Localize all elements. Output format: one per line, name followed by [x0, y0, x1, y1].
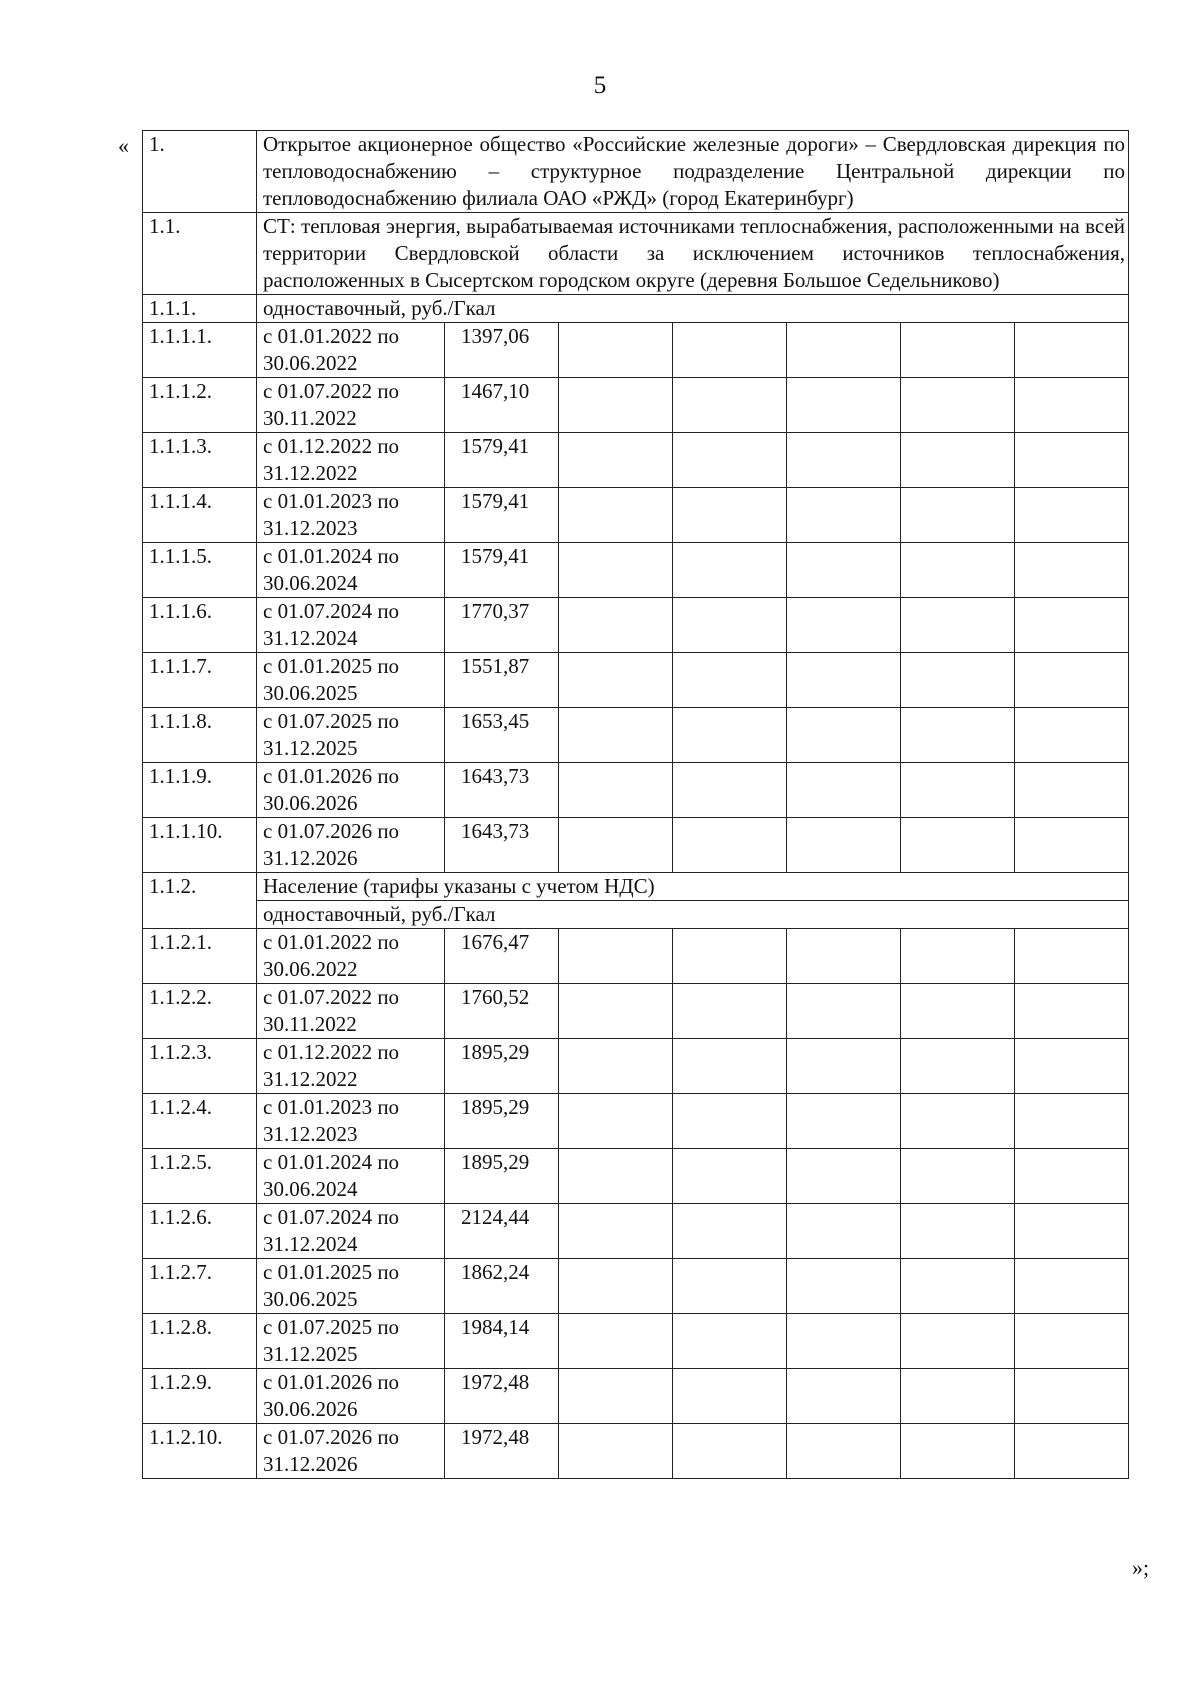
section1-unit-row: [143, 295, 1129, 323]
empty-cell: [787, 929, 901, 984]
empty-cell: [1015, 653, 1129, 708]
empty-cell: [673, 323, 787, 378]
empty-cell: [673, 488, 787, 543]
empty-cell: [787, 433, 901, 488]
row-number: 1.1.2.1.: [143, 929, 257, 984]
empty-cell: [559, 323, 673, 378]
empty-cell: [673, 598, 787, 653]
row-number: 1.1.1.6.: [143, 598, 257, 653]
tariff-row: [143, 929, 1129, 984]
tariff-row: [143, 1314, 1129, 1369]
empty-cell: [901, 1039, 1015, 1094]
tariff-row: [143, 1259, 1129, 1314]
empty-cell: [559, 984, 673, 1039]
service-name: СТ: тепловая энергия, вырабатываемая источниками теплоснабжения, расположенными на всей территории Свердловской области за исключением источников теплоснабжения, расположенных в Сысертском городском округе (деревня Большое Седельниково): [257, 213, 1129, 295]
empty-cell: [1015, 1259, 1129, 1314]
empty-cell: [901, 1369, 1015, 1424]
service-number: 1.1.: [143, 213, 257, 295]
section1-unit: одноставочный, руб./Гкал: [257, 295, 1129, 323]
tariff-row: [143, 1039, 1129, 1094]
row-value: 1579,41: [445, 433, 559, 488]
empty-cell: [1015, 1149, 1129, 1204]
empty-cell: [787, 984, 901, 1039]
row-period: с 01.07.2022 по 30.11.2022: [257, 984, 445, 1039]
tariff-row: [143, 323, 1129, 378]
empty-cell: [673, 1039, 787, 1094]
row-period: с 01.01.2023 по 31.12.2023: [257, 488, 445, 543]
row-number: 1.1.1.3.: [143, 433, 257, 488]
empty-cell: [1015, 1369, 1129, 1424]
empty-cell: [559, 378, 673, 433]
empty-cell: [1015, 929, 1129, 984]
empty-cell: [559, 1149, 673, 1204]
row-period: с 01.07.2026 по 31.12.2026: [257, 818, 445, 873]
empty-cell: [1015, 1314, 1129, 1369]
empty-cell: [787, 598, 901, 653]
empty-cell: [673, 763, 787, 818]
row-number: 1.1.2.10.: [143, 1424, 257, 1479]
empty-cell: [901, 708, 1015, 763]
tariff-row: [143, 708, 1129, 763]
row-period: с 01.07.2026 по 31.12.2026: [257, 1424, 445, 1479]
empty-cell: [559, 763, 673, 818]
row-value: 1467,10: [445, 378, 559, 433]
empty-cell: [673, 1259, 787, 1314]
org-name: Открытое акционерное общество «Российские железные дороги» – Свердловская дирекция по тепловодоснабжению – структурное подразделение Центральной дирекции по тепловодоснабжению филиала ОАО «РЖД» (город Екатеринбург): [257, 131, 1129, 213]
tariff-row: [143, 763, 1129, 818]
row-number: 1.1.2.4.: [143, 1094, 257, 1149]
empty-cell: [673, 378, 787, 433]
row-number: 1.1.2.5.: [143, 1149, 257, 1204]
row-value: 1653,45: [445, 708, 559, 763]
row-period: с 01.07.2024 по 31.12.2024: [257, 598, 445, 653]
row-period: с 01.07.2022 по 30.11.2022: [257, 378, 445, 433]
section2-title-row: [143, 873, 1129, 901]
empty-cell: [1015, 818, 1129, 873]
empty-cell: [1015, 1424, 1129, 1479]
empty-cell: [901, 488, 1015, 543]
tariff-row: [143, 543, 1129, 598]
row-value: 1862,24: [445, 1259, 559, 1314]
row-period: с 01.01.2022 по 30.06.2022: [257, 323, 445, 378]
row-period: с 01.01.2023 по 31.12.2023: [257, 1094, 445, 1149]
empty-cell: [559, 708, 673, 763]
row-period: с 01.07.2025 по 31.12.2025: [257, 708, 445, 763]
empty-cell: [673, 543, 787, 598]
empty-cell: [673, 1369, 787, 1424]
empty-cell: [1015, 323, 1129, 378]
row-number: 1.1.1.9.: [143, 763, 257, 818]
empty-cell: [673, 818, 787, 873]
empty-cell: [559, 543, 673, 598]
empty-cell: [673, 1149, 787, 1204]
empty-cell: [901, 598, 1015, 653]
row-period: с 01.01.2026 по 30.06.2026: [257, 763, 445, 818]
empty-cell: [787, 488, 901, 543]
row-value: 1760,52: [445, 984, 559, 1039]
empty-cell: [559, 1369, 673, 1424]
empty-cell: [901, 1424, 1015, 1479]
open-quote: «: [118, 133, 129, 158]
section2-unit-row: [143, 901, 1129, 929]
empty-cell: [787, 378, 901, 433]
empty-cell: [901, 929, 1015, 984]
empty-cell: [901, 763, 1015, 818]
empty-cell: [559, 653, 673, 708]
empty-cell: [787, 1369, 901, 1424]
empty-cell: [673, 1424, 787, 1479]
row-number: 1.1.1.10.: [143, 818, 257, 873]
row-period: с 01.12.2022 по 31.12.2022: [257, 433, 445, 488]
row-number: 1.1.1.5.: [143, 543, 257, 598]
empty-cell: [901, 1149, 1015, 1204]
empty-cell: [1015, 708, 1129, 763]
row-number: 1.1.2.6.: [143, 1204, 257, 1259]
row-number: 1.1.2.3.: [143, 1039, 257, 1094]
empty-cell: [1015, 984, 1129, 1039]
empty-cell: [673, 1204, 787, 1259]
empty-cell: [673, 929, 787, 984]
row-number: 1.1.2.8.: [143, 1314, 257, 1369]
empty-cell: [559, 1259, 673, 1314]
empty-cell: [559, 488, 673, 543]
row-value: 1984,14: [445, 1314, 559, 1369]
tariff-row: [143, 1369, 1129, 1424]
row-value: 1895,29: [445, 1094, 559, 1149]
empty-cell: [559, 1314, 673, 1369]
service-row: [143, 213, 1129, 295]
empty-cell: [787, 1424, 901, 1479]
empty-cell: [901, 1094, 1015, 1149]
empty-cell: [901, 653, 1015, 708]
empty-cell: [673, 1314, 787, 1369]
row-number: 1.1.1.1.: [143, 323, 257, 378]
row-value: 1770,37: [445, 598, 559, 653]
row-value: 1551,87: [445, 653, 559, 708]
empty-cell: [673, 708, 787, 763]
row-number: 1.1.1.7.: [143, 653, 257, 708]
tariff-table: [142, 130, 1129, 1479]
row-value: 1895,29: [445, 1039, 559, 1094]
tariff-table-body: [143, 131, 1129, 1479]
empty-cell: [1015, 433, 1129, 488]
empty-cell: [559, 1039, 673, 1094]
empty-cell: [559, 598, 673, 653]
empty-cell: [673, 433, 787, 488]
empty-cell: [787, 763, 901, 818]
empty-cell: [901, 378, 1015, 433]
empty-cell: [901, 543, 1015, 598]
empty-cell: [559, 929, 673, 984]
tariff-row: [143, 984, 1129, 1039]
empty-cell: [1015, 763, 1129, 818]
section1-number: 1.1.1.: [143, 295, 257, 323]
section2-number: 1.1.2.: [143, 873, 257, 929]
row-value: 2124,44: [445, 1204, 559, 1259]
empty-cell: [787, 708, 901, 763]
empty-cell: [901, 818, 1015, 873]
row-number: 1.1.1.4.: [143, 488, 257, 543]
empty-cell: [901, 1204, 1015, 1259]
page-number: 5: [593, 72, 607, 99]
row-number: 1.1.1.2.: [143, 378, 257, 433]
section2-title: Население (тарифы указаны с учетом НДС): [257, 873, 1129, 901]
empty-cell: [559, 433, 673, 488]
row-number: 1.1.2.9.: [143, 1369, 257, 1424]
empty-cell: [1015, 598, 1129, 653]
empty-cell: [901, 984, 1015, 1039]
empty-cell: [1015, 1039, 1129, 1094]
row-value: 1643,73: [445, 763, 559, 818]
empty-cell: [787, 1039, 901, 1094]
empty-cell: [1015, 378, 1129, 433]
row-period: с 01.01.2026 по 30.06.2026: [257, 1369, 445, 1424]
row-period: с 01.01.2022 по 30.06.2022: [257, 929, 445, 984]
empty-cell: [901, 1259, 1015, 1314]
row-value: 1397,06: [445, 323, 559, 378]
empty-cell: [1015, 1094, 1129, 1149]
row-number: 1.1.2.2.: [143, 984, 257, 1039]
empty-cell: [1015, 488, 1129, 543]
close-quote: »;: [1132, 1555, 1150, 1580]
empty-cell: [559, 1424, 673, 1479]
row-number: 1.1.2.7.: [143, 1259, 257, 1314]
empty-cell: [559, 1204, 673, 1259]
tariff-row: [143, 378, 1129, 433]
row-value: 1676,47: [445, 929, 559, 984]
empty-cell: [559, 818, 673, 873]
section2-unit: одноставочный, руб./Гкал: [257, 901, 1129, 929]
empty-cell: [787, 323, 901, 378]
tariff-row: [143, 1204, 1129, 1259]
empty-cell: [787, 818, 901, 873]
tariff-row: [143, 1424, 1129, 1479]
tariff-row: [143, 818, 1129, 873]
empty-cell: [673, 1094, 787, 1149]
empty-cell: [673, 984, 787, 1039]
empty-cell: [901, 1314, 1015, 1369]
row-period: с 01.01.2024 по 30.06.2024: [257, 543, 445, 598]
empty-cell: [787, 1259, 901, 1314]
row-period: с 01.07.2025 по 31.12.2025: [257, 1314, 445, 1369]
empty-cell: [787, 1204, 901, 1259]
empty-cell: [787, 1314, 901, 1369]
row-value: 1579,41: [445, 543, 559, 598]
empty-cell: [559, 1094, 673, 1149]
row-value: 1895,29: [445, 1149, 559, 1204]
empty-cell: [901, 433, 1015, 488]
empty-cell: [1015, 543, 1129, 598]
row-value: 1972,48: [445, 1369, 559, 1424]
empty-cell: [901, 323, 1015, 378]
tariff-row: [143, 433, 1129, 488]
tariff-row: [143, 488, 1129, 543]
tariff-row: [143, 653, 1129, 708]
empty-cell: [787, 543, 901, 598]
tariff-row: [143, 598, 1129, 653]
empty-cell: [673, 653, 787, 708]
row-value: 1579,41: [445, 488, 559, 543]
row-period: с 01.12.2022 по 31.12.2022: [257, 1039, 445, 1094]
row-period: с 01.01.2024 по 30.06.2024: [257, 1149, 445, 1204]
org-row: [143, 131, 1129, 213]
empty-cell: [1015, 1204, 1129, 1259]
row-number: 1.1.1.8.: [143, 708, 257, 763]
row-value: 1972,48: [445, 1424, 559, 1479]
empty-cell: [787, 1149, 901, 1204]
empty-cell: [787, 1094, 901, 1149]
tariff-row: [143, 1149, 1129, 1204]
empty-cell: [787, 653, 901, 708]
row-value: 1643,73: [445, 818, 559, 873]
row-period: с 01.01.2025 по 30.06.2025: [257, 1259, 445, 1314]
org-number: 1.: [143, 131, 257, 213]
row-period: с 01.01.2025 по 30.06.2025: [257, 653, 445, 708]
row-period: с 01.07.2024 по 31.12.2024: [257, 1204, 445, 1259]
tariff-row: [143, 1094, 1129, 1149]
